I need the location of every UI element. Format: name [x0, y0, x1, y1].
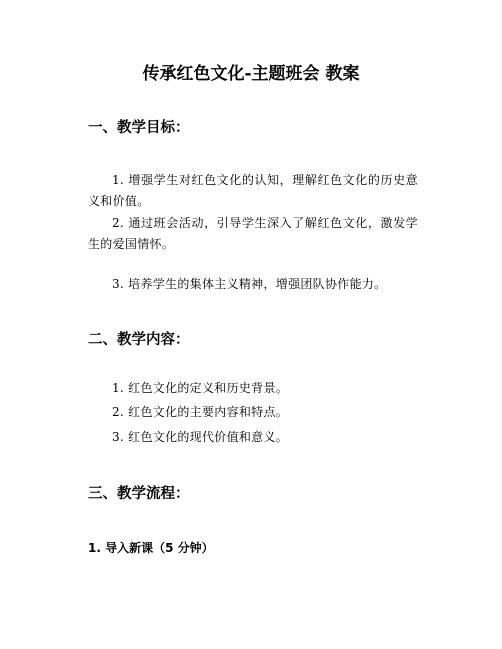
- content-item-1: 1. 红色文化的定义和历史背景。: [112, 381, 289, 395]
- section-heading-process: 三、教学流程：: [88, 486, 190, 502]
- section-heading-objectives: 一、教学目标：: [88, 120, 190, 136]
- objective-item-1: 1. 增强学生对红色文化的认知，理解红色文化的历史意义和价值。: [88, 173, 418, 208]
- content-item-2: 2. 红色文化的主要内容和特点。: [112, 405, 289, 419]
- document-title: 传承红色文化-主题班会 教案: [142, 64, 360, 84]
- section-heading-content: 二、教学内容：: [88, 332, 190, 348]
- process-step-1-heading: 1. 导入新课（5 分钟）: [88, 541, 214, 555]
- content-item-3: 3. 红色文化的现代价值和意义。: [112, 430, 289, 444]
- objective-item-2: 2. 通过班会活动，引导学生深入了解红色文化，激发学生的爱国情怀。: [88, 216, 418, 251]
- objective-item-3: 3. 培养学生的集体主义精神，增强团队协作能力。: [112, 277, 387, 291]
